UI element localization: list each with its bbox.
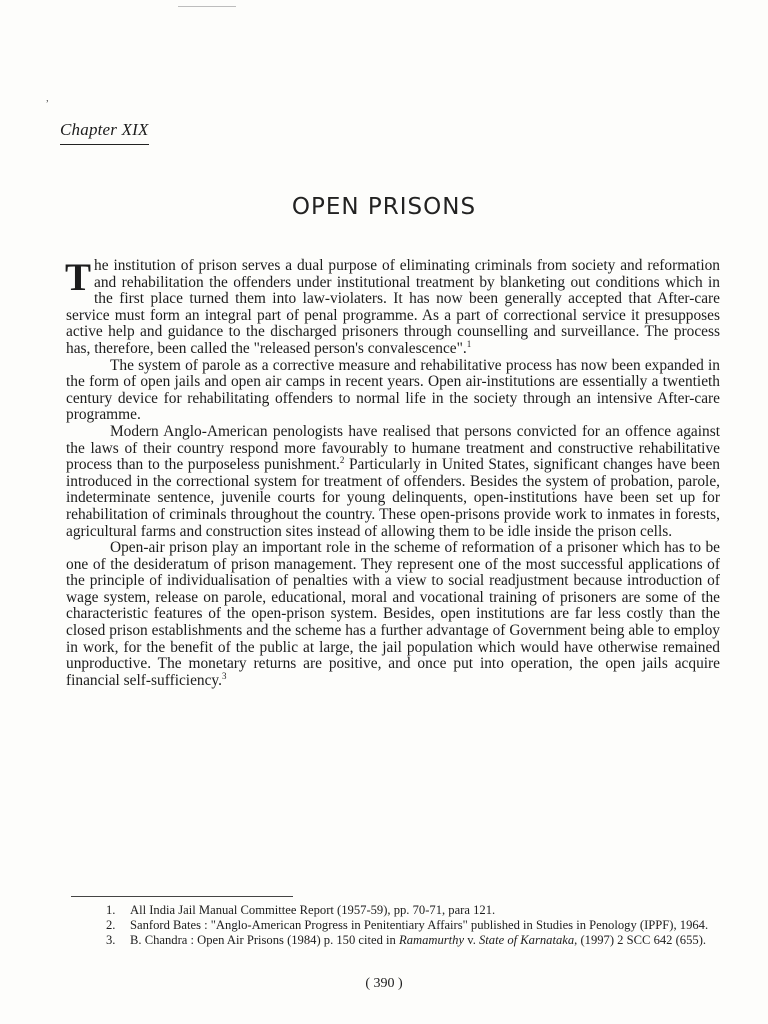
drop-cap: T	[65, 256, 92, 299]
footnote-text	[130, 933, 734, 948]
paragraph-3	[66, 424, 720, 540]
scan-speck: ,	[46, 92, 49, 104]
footnote-ref-3: 3	[221, 670, 227, 681]
page-number: ( 390 )	[365, 976, 403, 991]
paragraph-2-text: The system of parole as a corrective measure and rehabilitative process has now been expanded in the form of open jails and open air camps in recent years. Open air-institutions are essentially a twentieth century device for rehabilitating offenders to normal life in the society through an intensive After-care programme.	[66, 356, 720, 424]
paragraph-3-text-a: Modern Anglo-American penologists have realised that persons convicted for an offence against the laws of their country respond more favourably to humane treatment and constructive rehabilitative process than to the purposeless punishment.	[66, 422, 720, 474]
body-text	[66, 258, 720, 689]
paragraph-1	[66, 258, 720, 358]
footnote-number: 3.	[106, 933, 116, 948]
footnotes	[106, 903, 734, 949]
footnote-text-c: , (1997) 2 SCC 642 (655).	[574, 933, 707, 948]
footnote-text: All India Jail Manual Committee Report (1957-59), pp. 70-71, para 121.	[130, 903, 496, 917]
case-name-state: State of Karnataka	[479, 933, 575, 948]
footnote-number: 2.	[106, 918, 116, 933]
page-title: OPEN PRISONS	[291, 194, 477, 220]
footnote-2	[106, 918, 734, 933]
footnote-text-a: B. Chandra : Open Air Prisons (1984) p. 150 cited in	[130, 933, 399, 948]
footnote-1	[106, 903, 734, 918]
footnote-3	[106, 933, 734, 948]
paragraph-2	[66, 358, 720, 424]
footnote-text: Sanford Bates : "Anglo-American Progress in Penitentiary Affairs" published in Studies in Penology (IPPF), 1964.	[130, 918, 709, 933]
footnote-number: 1.	[106, 903, 116, 917]
paragraph-1-text: he institution of prison serves a dual purpose of eliminating criminals from society and reformation and rehabilitation the offenders under institutional treatment by blanketing out conditions which in the first place turned them into law-violaters. It has now been generally accepted that After-care service must form an integral part of penal programme. As a part of correctional service it presupposes active help and guidance to the discharged prisoners through counselling and surveillance. The process has, therefore, been called the "released person's convalescence".	[66, 257, 720, 357]
case-name-ramamurthy: Ramamurthy	[399, 933, 465, 948]
footnote-ref-1: 1	[466, 338, 472, 349]
scan-top-line	[178, 6, 236, 7]
footnote-divider	[71, 896, 293, 897]
paragraph-4-text: Open-air prison play an important role in the scheme of reformation of a prisoner which has to be one of the desideratum of prison management. They represent one of the most successful applications of the principle of individualisation of penalties with a view to social readjustment because introduction of wage system, release on parole, educational, moral and vocational training of prisoners are some of the characteristic features of the open-prison system. Besides, open institutions are far less costly than the closed prison establishments and the scheme has a further advantage of Government being able to employ in work, for the benefit of the public at large, the jail population which would have otherwise remained unproductive. The monetary returns are positive, and once put into operation, the open jails acquire financial self-sufficiency.	[66, 539, 720, 689]
footnote-text-b: v.	[464, 933, 479, 948]
chapter-label: Chapter XIX	[60, 120, 149, 145]
footnote-ref-2: 2	[339, 455, 345, 465]
paragraph-4	[66, 540, 720, 689]
paragraph-3-text-b: Particularly in United States, significant changes have been introduced in the correctional system for treatment of offenders. Besides the system of probation, parole, indeterminate sentence, juvenile courts for young delinquents, open-institutions have been set up for rehabilitation of criminals throughout the country. These open-prisons provide work to inmates in forests, agricultural farms and construction sites instead of allowing them to be idle inside the prison cells.	[66, 456, 720, 540]
